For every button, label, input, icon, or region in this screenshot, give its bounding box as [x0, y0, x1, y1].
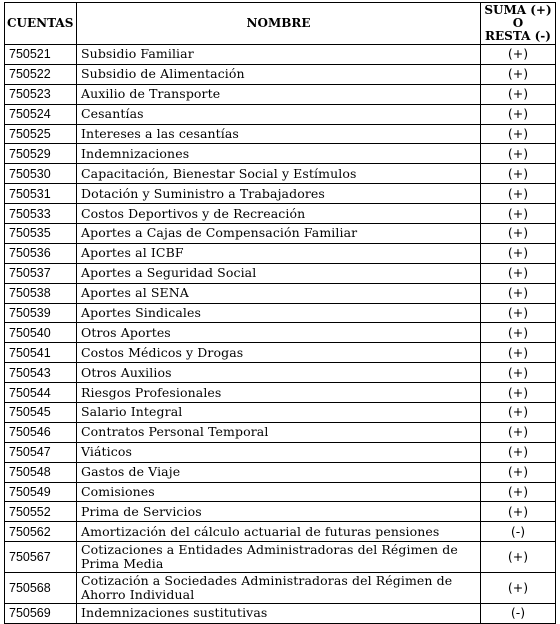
- account-sign: (+): [481, 164, 556, 184]
- account-sign: (+): [481, 303, 556, 323]
- account-code: 750531: [5, 184, 77, 204]
- account-code: 750540: [5, 323, 77, 343]
- account-code: 750568: [5, 573, 77, 604]
- account-code: 750562: [5, 522, 77, 542]
- account-code: 750567: [5, 542, 77, 573]
- account-sign: (+): [481, 184, 556, 204]
- account-code: 750545: [5, 403, 77, 423]
- account-sign: (+): [481, 502, 556, 522]
- header-cuentas: CUENTAS: [5, 3, 77, 45]
- account-name: Aportes Sindicales: [77, 303, 481, 323]
- account-sign: (+): [481, 422, 556, 442]
- header-nombre: NOMBRE: [77, 3, 481, 45]
- table-row: [5, 363, 556, 383]
- table-row: [5, 243, 556, 263]
- account-code: 750537: [5, 263, 77, 283]
- account-name: Indemnizaciones sustitutivas: [77, 603, 481, 623]
- account-sign: (-): [481, 603, 556, 623]
- header-resta-label: RESTA (-): [485, 29, 551, 43]
- account-sign: (+): [481, 343, 556, 363]
- table-row: [5, 303, 556, 323]
- table-row: [5, 422, 556, 442]
- account-sign: (+): [481, 383, 556, 403]
- table-row: [5, 224, 556, 244]
- table-row: [5, 542, 556, 573]
- account-sign: (+): [481, 45, 556, 65]
- table-row: [5, 84, 556, 104]
- table-header-row: [5, 3, 556, 45]
- account-code: 750549: [5, 482, 77, 502]
- account-name: Indemnizaciones: [77, 144, 481, 164]
- account-name: Contratos Personal Temporal: [77, 422, 481, 442]
- table-row: [5, 144, 556, 164]
- account-name: Subsidio Familiar: [77, 45, 481, 65]
- account-sign: (+): [481, 144, 556, 164]
- account-name: Aportes al ICBF: [77, 243, 481, 263]
- table-row: [5, 462, 556, 482]
- account-name: Riesgos Profesionales: [77, 383, 481, 403]
- account-code: 750535: [5, 224, 77, 244]
- account-name: Otros Auxilios: [77, 363, 481, 383]
- account-code: 750546: [5, 422, 77, 442]
- account-code: 750569: [5, 603, 77, 623]
- account-sign: (+): [481, 442, 556, 462]
- account-code: 750538: [5, 283, 77, 303]
- account-name: Auxilio de Transporte: [77, 84, 481, 104]
- account-name: Costos Deportivos y de Recreación: [77, 204, 481, 224]
- account-sign: (+): [481, 204, 556, 224]
- account-sign: (+): [481, 542, 556, 573]
- account-name: Comisiones: [77, 482, 481, 502]
- account-sign: (+): [481, 482, 556, 502]
- table-row: [5, 573, 556, 604]
- account-sign: (+): [481, 462, 556, 482]
- table-row: [5, 64, 556, 84]
- table-row: [5, 343, 556, 363]
- account-name: Cesantías: [77, 104, 481, 124]
- account-name: Costos Médicos y Drogas: [77, 343, 481, 363]
- account-code: 750536: [5, 243, 77, 263]
- table-row: [5, 124, 556, 144]
- account-name: Salario Integral: [77, 403, 481, 423]
- account-code: 750525: [5, 124, 77, 144]
- account-code: 750533: [5, 204, 77, 224]
- account-code: 750521: [5, 45, 77, 65]
- account-sign: (+): [481, 84, 556, 104]
- account-code: 750541: [5, 343, 77, 363]
- account-name: Aportes a Cajas de Compensación Familiar: [77, 224, 481, 244]
- header-suma-resta: [481, 3, 556, 45]
- account-sign: (+): [481, 64, 556, 84]
- table-row: [5, 383, 556, 403]
- account-name: Prima de Servicios: [77, 502, 481, 522]
- account-code: 750524: [5, 104, 77, 124]
- account-code: 750530: [5, 164, 77, 184]
- account-name: Dotación y Suministro a Trabajadores: [77, 184, 481, 204]
- account-name: Intereses a las cesantías: [77, 124, 481, 144]
- table-row: [5, 204, 556, 224]
- table-row: [5, 263, 556, 283]
- table-row: [5, 283, 556, 303]
- table-row: [5, 403, 556, 423]
- account-name: Subsidio de Alimentación: [77, 64, 481, 84]
- account-sign: (+): [481, 403, 556, 423]
- header-suma-label: SUMA (+): [484, 3, 552, 17]
- table-row: [5, 164, 556, 184]
- account-code: 750548: [5, 462, 77, 482]
- account-sign: (+): [481, 224, 556, 244]
- table-row: [5, 104, 556, 124]
- account-sign: (+): [481, 283, 556, 303]
- table-row: [5, 603, 556, 623]
- account-code: 750523: [5, 84, 77, 104]
- table-row: [5, 442, 556, 462]
- account-name: Amortización del cálculo actuarial de futuras pensiones: [77, 522, 481, 542]
- account-sign: (+): [481, 323, 556, 343]
- account-name: Aportes al SENA: [77, 283, 481, 303]
- account-code: 750544: [5, 383, 77, 403]
- account-name: Aportes a Seguridad Social: [77, 263, 481, 283]
- table-row: [5, 522, 556, 542]
- accounts-table: [4, 2, 556, 624]
- account-name: Cotizaciones a Entidades Administradoras del Régimen de Prima Media: [77, 542, 481, 573]
- table-row: [5, 502, 556, 522]
- table-row: [5, 323, 556, 343]
- account-name: Otros Aportes: [77, 323, 481, 343]
- account-code: 750547: [5, 442, 77, 462]
- account-name: Gastos de Viaje: [77, 462, 481, 482]
- account-sign: (+): [481, 243, 556, 263]
- account-name: Viáticos: [77, 442, 481, 462]
- header-o-label: O: [512, 16, 524, 30]
- account-code: 750522: [5, 64, 77, 84]
- account-code: 750552: [5, 502, 77, 522]
- account-code: 750529: [5, 144, 77, 164]
- table-row: [5, 184, 556, 204]
- account-code: 750543: [5, 363, 77, 383]
- account-sign: (+): [481, 124, 556, 144]
- table-body: [5, 45, 556, 624]
- account-name: Cotización a Sociedades Administradoras del Régimen de Ahorro Individual: [77, 573, 481, 604]
- account-name: Capacitación, Bienestar Social y Estímulos: [77, 164, 481, 184]
- account-sign: (-): [481, 522, 556, 542]
- table-row: [5, 482, 556, 502]
- account-sign: (+): [481, 573, 556, 604]
- table-row: [5, 45, 556, 65]
- account-sign: (+): [481, 263, 556, 283]
- account-code: 750539: [5, 303, 77, 323]
- account-sign: (+): [481, 104, 556, 124]
- account-sign: (+): [481, 363, 556, 383]
